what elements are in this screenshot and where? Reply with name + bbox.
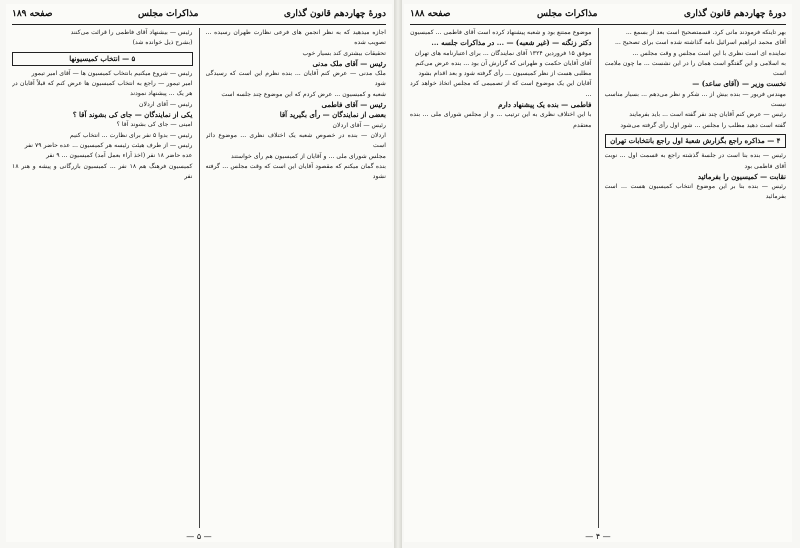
column-left [410,28,592,528]
paragraph: نماینده ای است نظری با این است مجلس و وقت مجلس ... [632,49,786,57]
paragraph: با این اختلاف نظری به این ترتیب ... و از مجلس شورای ملی ... بنده معتقدم [410,111,592,129]
speaker-heading: دکتر زنگنه — (غیر شعبه) — ... در مذاکرات جلسه ... [431,38,592,48]
paragraph: اردلان — بنده در خصوص شعبه یک اختلاف نظری ... موضوع دائر است [205,131,386,150]
speaker-heading: نقابت — کمیسیون را بفرمائید [697,171,786,181]
paragraph: مهندس فریور — بنده بیش از ... شکر و نظر می‌دهم ... بسیار مناسب نیست [604,90,786,109]
page-footer: — ۴ — [585,532,611,541]
page-title: مذاکرات مجلس [137,9,199,19]
speaker-heading: بعضی از نمایندگان — رأی بگیرید آقا [279,110,386,120]
paragraph: رئیس — بدوا ۵ نفر برای نظارت ... انتخاب کنیم [69,131,193,139]
paragraph: ملک مدنی — عرض کنم آقایان ... بنده نظرم این است که رسیدگی شود [205,70,386,88]
paragraph: (بشرح ذیل خوانده شد) [132,39,193,47]
speaker-heading: رئیس — آقای ملک مدنی [312,58,386,68]
column-left [12,28,193,528]
paragraph: امینی — جای کی بشوند آقا ؟ [116,121,193,129]
column-right [605,28,787,528]
paragraph: شعبه و کمیسیون ... عرض کردم که این موضوع چند جلسه است [221,90,386,98]
columns [12,28,386,528]
page-188 [404,4,792,542]
column-right [206,28,387,528]
page-label: صفحه ۱۸۸ [410,9,451,19]
section-heading: ۴ — مذاکره راجع بگزارش شعبهٔ اول راجع بانتخابات تهران [605,134,787,148]
paragraph: آقای آقایان حکمت و طهرانی که گزارش آن بود ... بنده عرض می‌کنم [415,59,592,67]
page-189 [6,4,392,542]
paragraph: امیر تیمور — راجع به انتخاب کمیسیون ها عرض کنم که قبلاً آقایان در هر یک ... پیشنهاد نمودند [12,80,193,98]
speaker-heading: فاطمی — بنده یک پیشنهاد دارم [498,100,592,110]
page-term: دورهٔ چهاردهم قانون گذاری [683,9,786,19]
paragraph: رئیس — بیشنهاد آقای فاطمی را قرائت می‌کنند [70,29,193,36]
paragraph: رئیس — آقای اردلان [139,100,193,108]
paragraph: رئیس — آقای اردلان [332,121,386,129]
paragraph: کمیسیون فرهنگ هم ۱۸ نفر ... کمیسیون بازرگانی و پیشه و هنر ۱۸ نفر [12,162,193,180]
page-label: صفحه ۱۸۹ [12,9,53,19]
paragraph: رئیس — بنده بنا بر این موضوع انتخاب کمیسیون هست ... است بفرمائید [604,183,786,201]
header-rule [12,24,386,25]
page-term: دورهٔ چهاردهم قانون گذاری [283,9,386,19]
paragraph: تحقیقات بیشتری کند بسیار خوب [302,49,386,57]
paragraph: آقایان این یک موضوع است که از تصمیمی که مجلس اتخاذ خواهد کرد ... [410,80,592,98]
paragraph: رئیس — از طرف هیئت رئیسه هر کمیسیون ... عده حاضر ۷۹ نفر [24,141,193,149]
page-header [12,6,386,22]
book-gutter [394,0,402,548]
paragraph: رئیس — عرض کنم آقایان چند نفر گفته است ... باید بفرمایند [629,111,786,119]
section-heading: ۵ — انتخاب کمیسیونها [12,52,193,66]
paragraph: بهر تاینکه فرمودند مانی کرد. قسمتصحیح است بعد از بسمع ... [625,29,786,36]
paragraph: به اسلامی و این گفتگو است همان را در این نشست ... ما چون ملامت است [604,59,786,78]
page-header [410,6,786,22]
page-footer: — ۵ — [186,532,212,541]
header-rule [410,24,786,25]
column-divider [598,28,599,528]
paragraph: آقای محمد ابراهیم اسرائیل نامه گذاشته شده است برای تصحیح ... [614,39,786,47]
page-title: مذاکرات مجلس [536,9,598,19]
paragraph: رئیس — بنده بنا است در جلسهٔ گذشته راجع به قسمت اول ... نوبت آقای فاطمی بود [604,152,786,170]
paragraph: اجازه میدهید که به نظر انجمن های فرعی نظارت طهران رسیده ... تصویب شده [205,29,386,47]
columns [410,28,786,528]
paragraph: مطلبی هست از نظر کمیسیون ... رأی گرفته شود و بعد اقدام بشود [418,70,592,78]
paragraph: مجلس شورای ملی ... و آقایان از کمیسیون هم رأی خواستند [230,152,386,160]
paragraph: موضوع ممتنع بود و شعبه پیشنهاد کرده است آقای فاطمی ... کمیسیون [410,29,592,36]
speaker-heading: رئیس — آقای فاطمی [321,100,386,110]
paragraph: گفته است دهید مطلب را مجلس ... شور اول رأی گرفته می‌شود [620,121,786,129]
speaker-heading: یکی از نمایندگان — جای کی بشوند آقا ؟ [72,110,193,120]
paragraph: بنده گمان میکنم که مقصود آقایان این است که وقت مجلس ... گرفته نشود [205,162,386,181]
speaker-heading: نخست وزیر — (آقای ساعد) — [692,79,786,89]
paragraph: موفق ۱۵ فروردین ۱۳۲۴ آقای نمایندگان ... برای اعتبارنامه های تهران [414,49,592,57]
paragraph: عده حاضر ۱۸ نفر (اخذ آراء بعمل آمد) کمیسیون ... ۹ نفر [46,152,193,160]
paragraph: رئیس — شروع میکنیم بانتخاب کمیسیون ها — آقای امیر تیمور [31,69,193,77]
column-divider [199,28,200,528]
